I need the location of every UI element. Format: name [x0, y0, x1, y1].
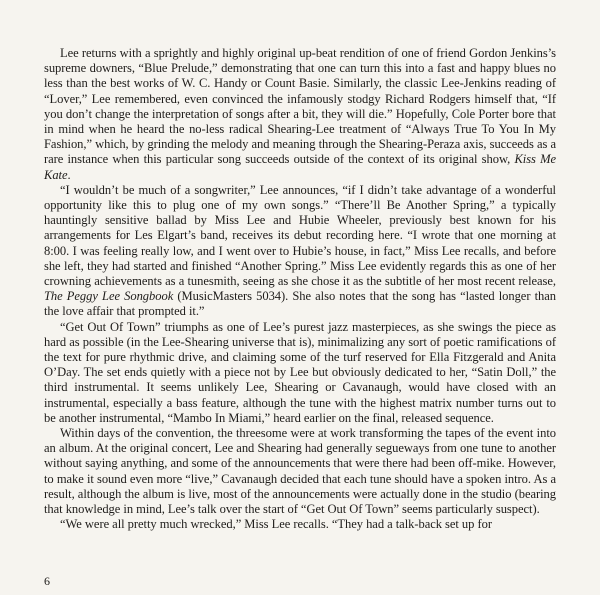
text-run: .: [67, 167, 71, 182]
paragraph: [44, 426, 556, 517]
paragraph: [44, 46, 556, 183]
text-run: Lee returns with a sprightly and highly original up-beat rendition of one of friend Gordon Jenkins’s supreme downers, “Blue Prelude,” demonstrating that one can turn this into a fast and happy blues no less than the best works of W. C. Handy or Count Basie. Similarly, the classic Lee-Jenkins reading of “Lover,” Lee remembered, even convinced the infamously stodgy Richard Rodgers himself that, “If you don’t change the interpretation of songs after a bit, they will die.” Hopefully, Cole Porter bore that in mind when he heard the no-less radical Shearing-Lee treatment of “Always True To You In My Fashion,” which, by grinding the melody and meaning through the Shearing-Peraza axis, succeeds as a rare instance when this particular song succeeds outside of the context of its original show,: [44, 46, 556, 167]
text-run: “Get Out Of Town” triumphs as one of Lee’s purest jazz masterpieces, as she swings the piece as hard as possible (in the Lee-Shearing universe that is), minimalizing any sort of poetic ramifications of the text for pure rhythmic drive, and claiming some of the turf reserved for Ella Fitzgerald and Anita O’Day. The set ends quietly with a piece not by Lee but obviously dedicated to her, “Satin Doll,” the third instrumental. It seems unlikely Lee, Shearing or Cavanaugh, would have closed with an instrumental, especially a bass feature, although the tune with the highest matrix number turns out to be another instrumental, “Mambo In Miami,” heard earlier on the final, released sequence.: [44, 319, 556, 425]
article-body: [44, 46, 556, 533]
paragraph: [44, 517, 556, 532]
italic-title: Kiss Me Kate: [44, 152, 556, 182]
text-run: (MusicMasters 5034). She also notes that the song has “lasted longer than the love affair that prompted it.”: [44, 289, 556, 319]
text-run: Within days of the convention, the threesome were at work transforming the tapes of the event into an album. At the original concert, Lee and Shearing had generally segueways from one tune to another without saying anything, and some of the announcements that were there had been off-mike. However, to make it sound even more “live,” Cavanaugh decided that each tune should have a spoken intro. As a result, although the album is live, most of the announcements were actually done in the studio (bearing that knowledge in mind, Lee’s talk over the start of “Get Out Of Town” seems particularly suspect).: [44, 426, 556, 517]
text-run: “We were all pretty much wrecked,” Miss Lee recalls. “They had a talk-back set up for: [60, 517, 492, 532]
paragraph: [44, 320, 556, 426]
italic-title: The Peggy Lee Songbook: [44, 289, 174, 304]
text-run: “I wouldn’t be much of a songwriter,” Lee announces, “if I didn’t take advantage of a wonderful opportunity like this to plug one of my own songs.” “There’ll Be Another Spring,” a typically hauntingly sensitive ballad by Miss Lee and Hubie Wheeler, previously best known for his arrangements for Les Elgart’s band, receives its debut recording here. “I wrote that one morning at 8:00. I was feeling really low, and I went over to Hubie’s house, in fact,” Miss Lee recalls, and before she left, they had started and finished “Another Spring.” Miss Lee evidently regards this as one of her crowning achievements as a tunesmith, seeing as she chose it as the subtitle of her most recent release,: [44, 182, 556, 289]
page-number: 6: [44, 574, 50, 588]
paragraph: [44, 183, 556, 320]
